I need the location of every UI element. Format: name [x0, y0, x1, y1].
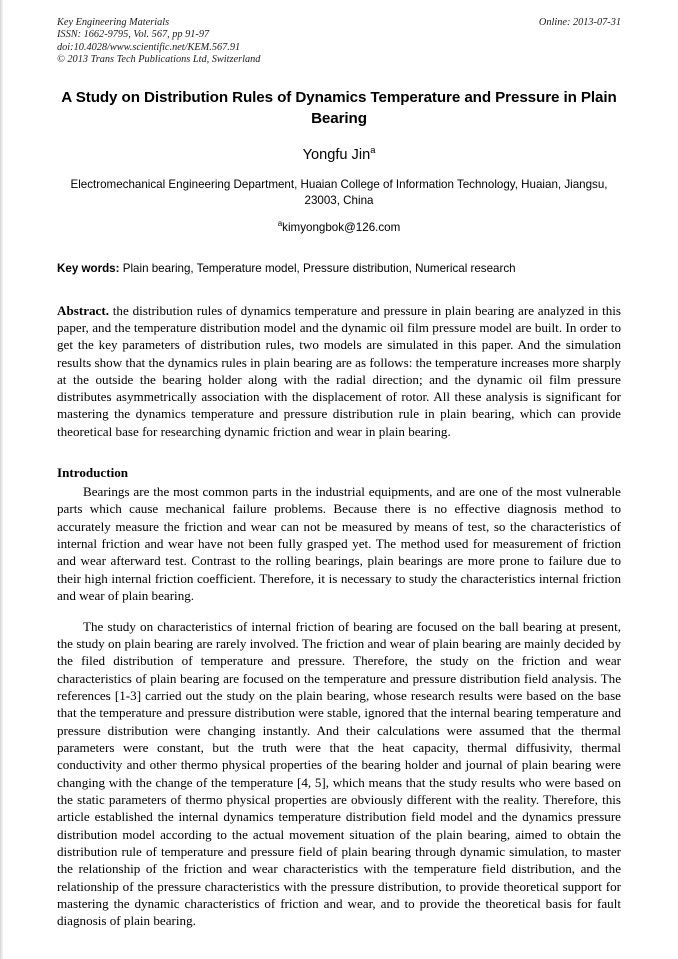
journal-header [57, 17, 621, 67]
body-paragraph: The study on characteristics of internal friction of bearing are focused on the ball bearing at present, the study on plain bearing are rarely involved. The friction and wear of plain bearing are mainly decided by the filed distribution of temperature and pressure. Therefore, the study on the friction and wear characteristics of plain bearing are focused on the temperature and pressure distribution field analysis. The references [1-3] carried out the study on the plain bearing, whose research results were based on the base that the temperature and pressure distribution were stable, ignored that the internal bearing temperature and pressure distribution were changing instantly. And their calculations were assumed that the thermal parameters were constant, but the truth were that the heat capacity, thermal diffusivity, thermal conductivity and other thermo physical properties of the bearing holder and journal of plain bearing were changing with the change of the temperature [4, 5], which means that the study results who were based on the static parameters of thermo physical properties are obviously different with the reality. Therefore, this article established the internal dynamics temperature distribution field model and the dynamics pressure distribution model according to the actual movement situation of the plain bearing, aimed to obtain the distribution rule of temperature and pressure field of plain bearing through dynamic simulation, to master the relationship of the friction and wear characteristics with the temperature field distribution, and the relationship of the pressure characteristics with the pressure distribution, to provide theoretical support for mastering the dynamic characteristics of friction and wear, and to provide the theoretical basis for fault diagnosis of plain bearing. [57, 618, 621, 929]
page-title: A Study on Distribution Rules of Dynamics Temperature and Pressure in Plain Bearing [61, 88, 617, 127]
keywords-line [57, 261, 621, 277]
keywords-label: Key words: [57, 261, 120, 275]
author-line [57, 143, 621, 164]
author-affiliation-marker: a [370, 143, 376, 155]
online-date: Online: 2013-07-31 [538, 17, 621, 28]
email-affiliation-marker: a [277, 218, 283, 228]
page-edge-shadow [0, 0, 3, 959]
journal-copyright: © 2013 Trans Tech Publications Ltd, Switzerland [57, 54, 261, 66]
author-name: Yongfu Jin [302, 146, 371, 163]
journal-issn: ISSN: 1662-9795, Vol. 567, pp 91-97 [57, 29, 210, 41]
keywords-value: Plain bearing, Temperature model, Pressure distribution, Numerical research [122, 261, 516, 275]
author-email: kimyongbok@126.com [282, 220, 401, 234]
section-heading-introduction: Introduction [57, 465, 129, 480]
abstract [57, 302, 621, 440]
author-email-line [57, 220, 621, 235]
body-paragraph: Bearings are the most common parts in the industrial equipments, and are one of the most vulnerable parts which cause mechanical failure problems. Because there is no effective diagnosis method to accurately measure the friction and wear can not be measured by means of test, so the characteristics of internal friction and wear have not been fully grasped yet. The method used for measurement of friction and wear afterward test. Contrast to the rolling bearings, plain bearings are more prone to failure due to their high internal friction coefficient. Therefore, it is necessary to study the characteristics internal friction and wear of plain bearing. [57, 484, 621, 604]
abstract-label: Abstract. [57, 302, 109, 318]
journal-doi: doi:10.4028/www.scientific.net/KEM.567.91 [57, 41, 241, 53]
affiliation: Electromechanical Engineering Department, Huaian College of Information Technology, Huaian, Jiangsu, 23003, China [70, 177, 608, 207]
page-content [57, 17, 621, 943]
abstract-text: the distribution rules of dynamics temperature and pressure in plain bearing are analyzed in this paper, and the temperature distribution model and the dynamic oil film pressure model are built. In order to get the key parameters of distribution rules, two models are simulated in this paper. And the simulation results show that the dynamics rules in plain bearing are as follows: the temperature increases more sharply at the outside the bearing holder along with the radial direction; and the dynamic oil film pressure distributes asymmetrically association with the displacement of rotor. All these analysis is significant for mastering the dynamics temperature and pressure distribution rule in plain bearing, which can provide theoretical base for researching dynamic friction and wear in plain bearing. [57, 302, 621, 439]
journal-name: Key Engineering Materials [57, 17, 170, 28]
